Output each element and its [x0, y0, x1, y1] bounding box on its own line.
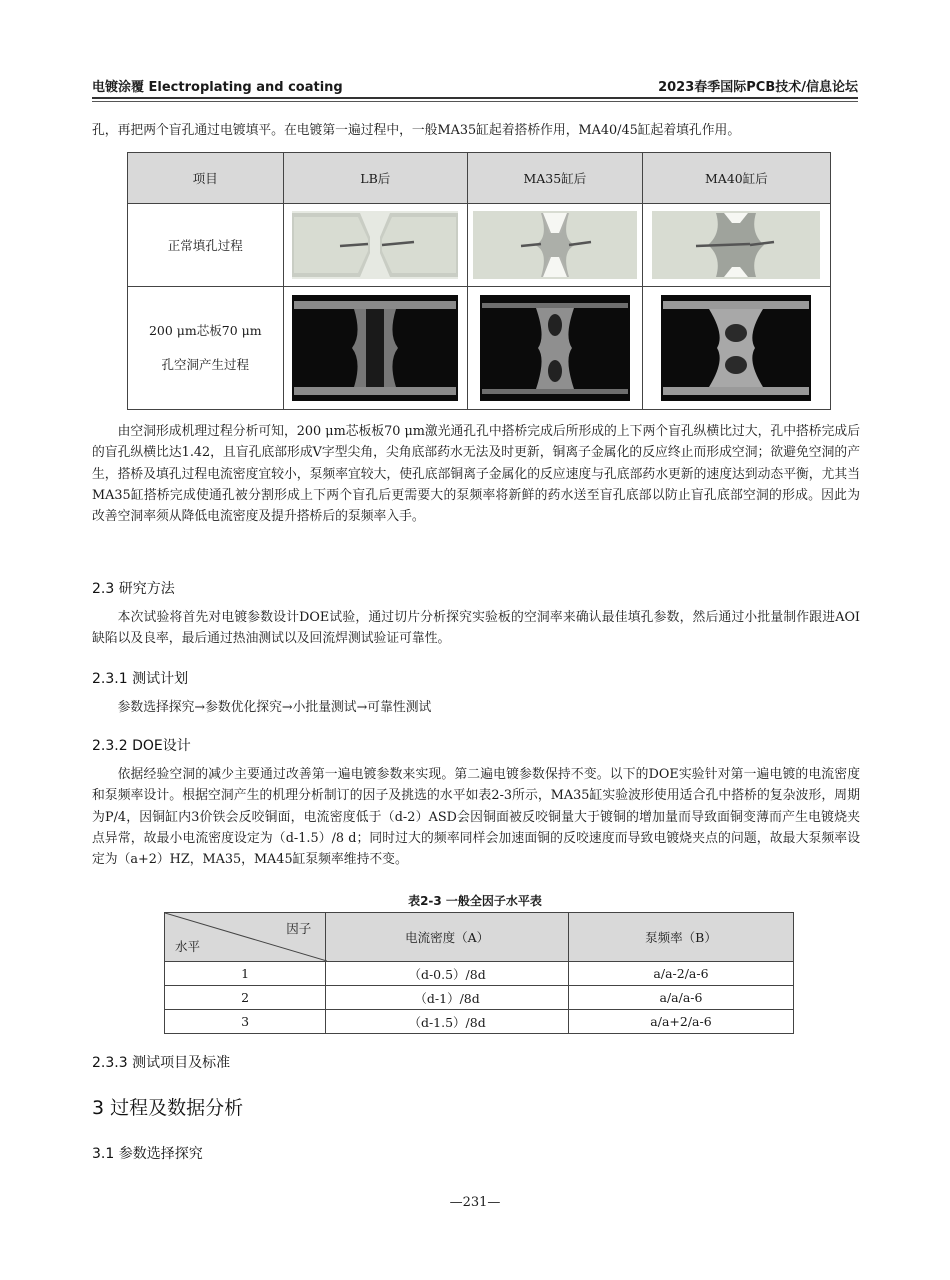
table-row — [165, 1010, 794, 1034]
row-label-void-line2: 孔空洞产生过程 — [161, 357, 250, 372]
th-ma40: MA40缸后 — [642, 153, 830, 204]
table2-header-row — [165, 913, 794, 962]
process-table — [127, 152, 831, 410]
header-forum: 2023春季国际PCB技术/信息论坛 — [658, 80, 858, 95]
corner-factor-label: 因子 — [286, 921, 312, 936]
section-3-heading: 3 过程及数据分析 — [92, 1097, 244, 1119]
header-rule-thick — [92, 97, 858, 99]
table2-corner — [165, 913, 326, 962]
row-label-void — [128, 287, 284, 410]
row-label-normal: 正常填孔过程 — [128, 204, 284, 287]
diagram-ma35 — [467, 204, 642, 287]
pump-frequency-cell: a/a/a-6 — [568, 986, 793, 1010]
th-lb: LB后 — [283, 153, 467, 204]
pump-frequency-cell: a/a+2/a-6 — [568, 1010, 793, 1034]
diagram-ma40 — [642, 204, 830, 287]
method-paragraph: 本次试验将首先对电镀参数设计DOE试验，通过切片分析探究实验板的空洞率来确认最佳填孔参数，然后通过小批量制作跟进AOI缺陷以及良率，最后通过热油测试以及回流焊测试验证可靠性。 — [92, 610, 860, 647]
micrograph-ma40 — [642, 287, 830, 410]
page-number: —231— — [449, 1195, 501, 1210]
section-2-3-1-heading: 2.3.1 测试计划 — [92, 671, 189, 687]
th-pump-frequency: 泵频率（B） — [568, 913, 793, 962]
table-header-row — [128, 153, 831, 204]
row-label-void-line1: 200 μm芯板70 μm — [148, 323, 262, 338]
header-journal: 电镀涂覆 Electroplating and coating — [92, 80, 343, 95]
th-item: 项目 — [128, 153, 284, 204]
mechanism-paragraph: 由空洞形成机理过程分析可知，200 μm芯板板70 μm激光通孔孔中搭桥完成后所形成的上下两个盲孔纵横比过大，孔中搭桥完成后的盲孔纵横比达1.42，且盲孔底部形成V字型尖角，尖角底部药水无法及时更新，铜离子金属化的反应终止而形成空洞；欲避免空洞的产生，搭桥及填孔过程电流密度宜较小，泵频率宜较大，使孔底部铜离子金属化的反应速度与孔底部药水更新的速度达到动态平衡，尤其当MA35缸搭桥完成使通孔被分割形成上下两个盲孔后更需要大的泵频率将新鲜的药水送至盲孔底部以防止盲孔底部空洞的形成。因此为改善空洞率须从降低电流密度及提升搭桥后的泵频率入手。 — [92, 424, 860, 525]
intro-line: 孔，再把两个盲孔通过电镀填平。在电镀第一遍过程中，一般MA35缸起着搭桥作用，MA40/45缸起着填孔作用。 — [92, 123, 741, 138]
table2-caption: 表2-3 一般全因子水平表 — [408, 894, 542, 908]
level-cell: 3 — [165, 1010, 326, 1034]
current-density-cell: （d-1）/8d — [326, 986, 569, 1010]
current-density-cell: （d-0.5）/8d — [326, 962, 569, 986]
doe-paragraph: 依据经验空洞的减少主要通过改善第一遍电镀参数来实现。第二遍电镀参数保持不变。以下的DOE实验针对第一遍电镀的电流密度和泵频率设计。根据空洞产生的机理分析制订的因子及挑选的水平如表2-3所示，MA35缸实验波形使用适合孔中搭桥的复杂波形，周期为P/4，因铜缸内3价铁会反咬铜面，电流密度低于（d-2）ASD会因铜面被反咬铜量大于镀铜的增加量而导致面铜变薄而产生电镀烧夹点异常，故最小电流密度设定为（d-1.5）/8 d；同时过大的频率同样会加速面铜的反咬速度而导致电镀烧夹点的问题，故最大泵频率设定为（a+2）HZ，MA35，MA45缸泵频率维持不变。 — [92, 767, 860, 868]
th-ma35: MA35缸后 — [467, 153, 642, 204]
micrograph-lb — [283, 287, 467, 410]
table-row-normal — [128, 204, 831, 287]
th-current-density: 电流密度（A） — [326, 913, 569, 962]
table-row-void — [128, 287, 831, 410]
table-row — [165, 986, 794, 1010]
table-row — [165, 962, 794, 986]
micrograph-ma35 — [467, 287, 642, 410]
section-2-3-3-heading: 2.3.3 测试项目及标准 — [92, 1055, 231, 1071]
section-2-3-heading: 2.3 研究方法 — [92, 581, 175, 597]
level-cell: 2 — [165, 986, 326, 1010]
section-3-1-heading: 3.1 参数选择探究 — [92, 1146, 203, 1162]
test-plan-line: 参数选择探究→参数优化探究→小批量测试→可靠性测试 — [117, 700, 432, 715]
level-cell: 1 — [165, 962, 326, 986]
corner-level-label: 水平 — [175, 939, 201, 954]
pump-frequency-cell: a/a-2/a-6 — [568, 962, 793, 986]
header-rule-thin — [92, 101, 858, 102]
running-header — [92, 76, 858, 96]
diagram-lb — [283, 204, 467, 287]
current-density-cell: （d-1.5）/8d — [326, 1010, 569, 1034]
section-2-3-2-heading: 2.3.2 DOE设计 — [92, 738, 191, 754]
factor-level-table — [164, 912, 794, 1034]
